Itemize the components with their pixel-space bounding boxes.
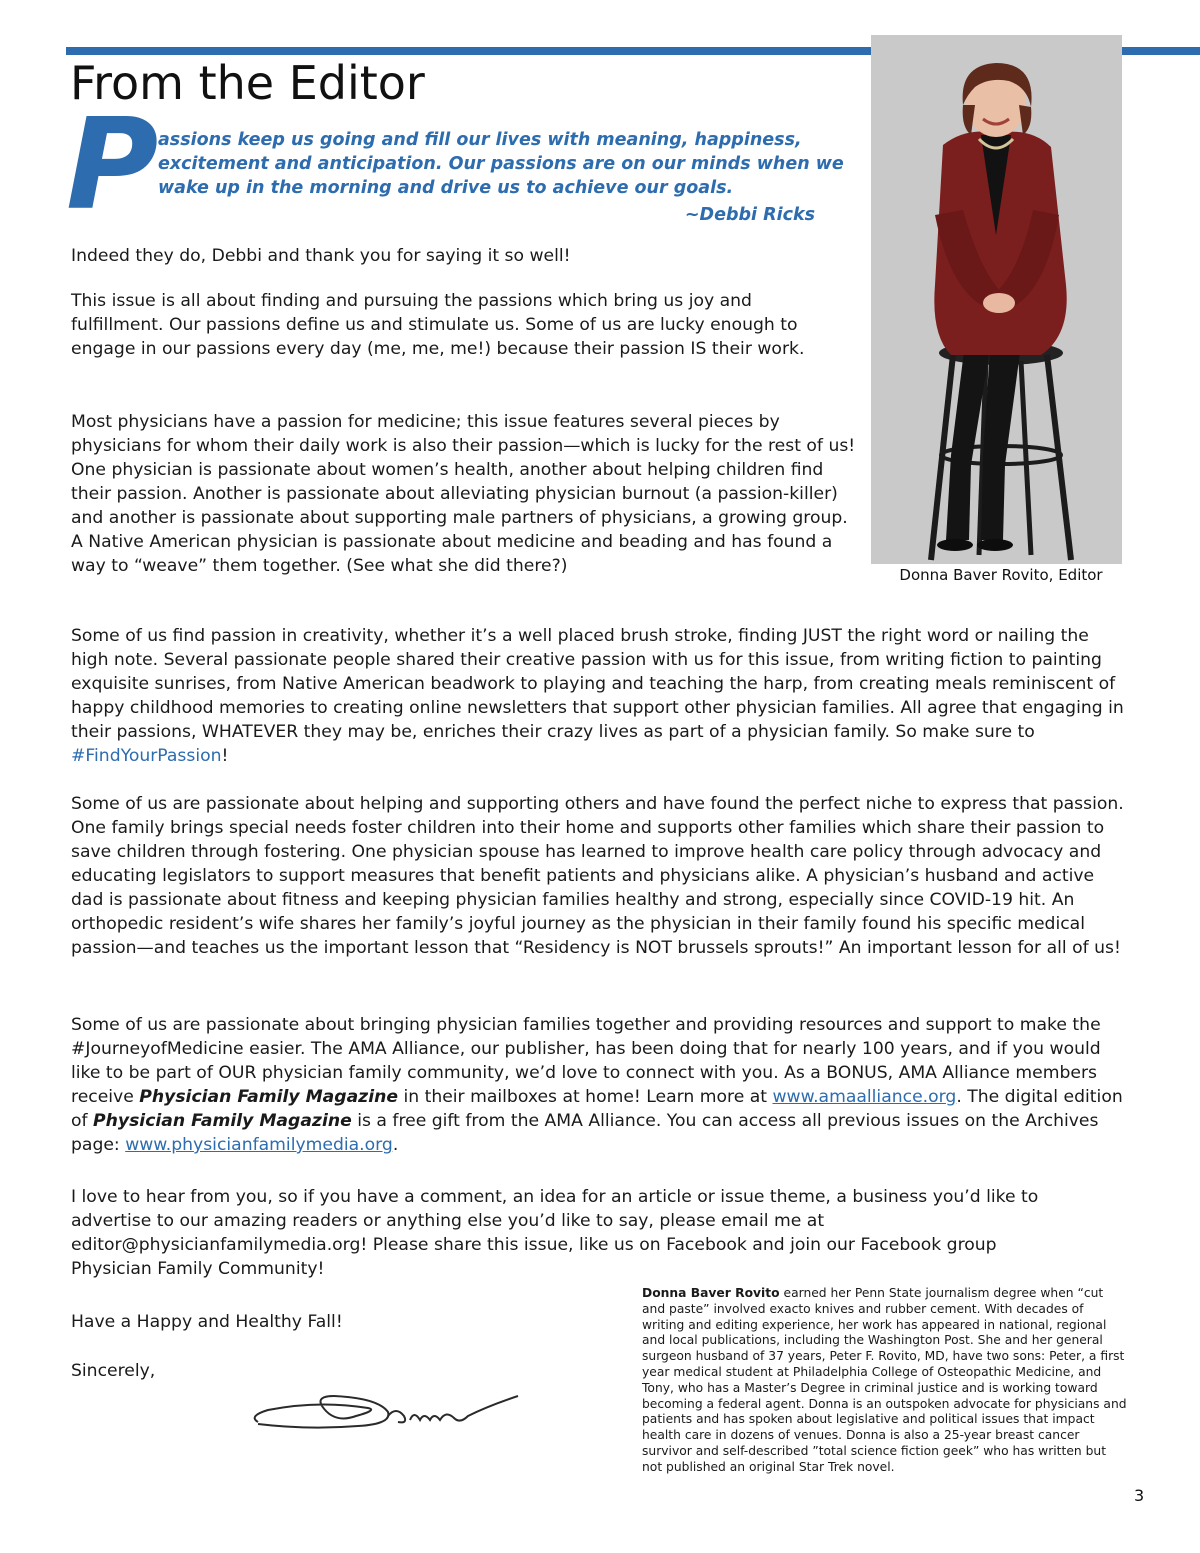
closing-line: Have a Happy and Healthy Fall! bbox=[71, 1312, 343, 1332]
body-paragraph-2: This issue is all about finding and pursuing the passions which bring us joy and fulfillment. Our passions define us and stimulate us. Some of us are lucky enough to engage in our passions every day (me, me, me!) because their passion IS their work. bbox=[71, 291, 805, 359]
paragraph-6-text-d: is a free gift from the AMA Alliance. You can access all previous issues on the Archives page: bbox=[71, 1111, 1099, 1155]
header-rule-right bbox=[1122, 47, 1200, 55]
amaalliance-link[interactable]: www.amaalliance.org bbox=[772, 1087, 957, 1107]
body-paragraph-3: Most physicians have a passion for medicine; this issue features several pieces by physicians for whom their daily work is also their passion—which is lucky for the rest of us! One physician is passionate about women’s health, another about helping children find their passion. Another is passionate about alleviating physician burnout (a passion-killer) and another is passionate about supporting male partners of physicians, a growing group. A Native American physician is passionate about medicine and beading and has found a way to “weave” them together. (See what she did there?) bbox=[71, 412, 856, 576]
author-bio bbox=[642, 1286, 1128, 1476]
magazine-title-2: Physician Family Magazine bbox=[93, 1111, 352, 1131]
paragraph-6-text-e: . bbox=[392, 1135, 399, 1155]
body-paragraph-6 bbox=[71, 1013, 1131, 1157]
body-paragraph-7: I love to hear from you, so if you have a comment, an idea for an article or issue theme, a business you’d like to advertise to our amazing readers or anything else you’d like to say, please email me at editor@physicianfamilymedia.org! Please share this issue, like us on Facebook and join our Facebook group Physician Family Community! bbox=[71, 1187, 1039, 1279]
quote-dropcap: P bbox=[66, 91, 159, 238]
editor-photo bbox=[871, 35, 1122, 564]
body-paragraph-4 bbox=[71, 624, 1131, 768]
magazine-title-1: Physician Family Magazine bbox=[139, 1087, 398, 1107]
bio-author-name: Donna Baver Rovito bbox=[642, 1286, 780, 1300]
find-your-passion-hashtag[interactable]: #FindYourPassion bbox=[71, 746, 222, 766]
sign-off: Sincerely, bbox=[71, 1361, 156, 1381]
quote-attribution: ~Debbi Ricks bbox=[684, 205, 815, 225]
bio-text: earned her Penn State journalism degree when “cut and paste” involved exacto knives and rubber cement. With decades of writing and editing experience, her work has appeared in national, regional and local publications, including the Washington Post. She and her general surgeon husband of 37 years, Peter F. Rovito, MD, have two sons: Peter, a first year medical student at Philadelphia College of Osteopathic Medicine, and Tony, who has a Master’s Degree in criminal justice and is working toward becoming a federal agent. Donna is an outspoken advocate for physicians and patients and has spoken about legislative and political issues that impact health care in dozens of venues. Donna is also a 25-year breast cancer survivor and self-described ”total science fiction geek” who has written but not published an original Star Trek novel. bbox=[642, 1286, 1127, 1474]
physicianfamilymedia-link[interactable]: www.physicianfamilymedia.org bbox=[125, 1135, 393, 1155]
pull-quote: assions keep us going and fill our lives with meaning, happiness, excitement and anticipation. Our passions are on our minds when we wake up in the morning and drive us to achieve our goals. bbox=[158, 130, 844, 198]
photo-caption: Donna Baver Rovito, Editor bbox=[899, 566, 1103, 584]
page-title: From the Editor bbox=[70, 56, 425, 110]
body-paragraph-5: Some of us are passionate about helping and supporting others and have found the perfect niche to express that passion. One family brings special needs foster children into their home and supports other families which share their passion to save children through fostering. One physician spouse has learned to improve health care policy through advocacy and educating legislators to support measures that benefit patients and physicians alike. A physician’s husband and active dad is passionate about fitness and keeping physician families healthy and strong, especially since COVID-19 hit. An orthopedic resident’s wife shares her family’s joyful journey as the physician in their family found his specific medical passion—and teaches us the important lesson that “Residency is NOT brussels sprouts!” An important lesson for all of us! bbox=[71, 794, 1124, 958]
paragraph-4-text: Some of us find passion in creativity, whether it’s a well placed brush stroke, finding JUST the right word or nailing the high note. Several passionate people shared their creative passion with us for this issue, from writing fiction to painting exquisite sunrises, from Native American beadwork to playing and teaching the harp, from creating meals reminiscent of happy childhood memories to creating online newsletters that support other physician families. All agree that engaging in their passions, WHATEVER they may be, enriches their crazy lives as part of a physician family. So make sure to bbox=[71, 626, 1124, 742]
editor-signature bbox=[238, 1376, 530, 1446]
paragraph-6-text-c: . The digital edition of bbox=[71, 1087, 1123, 1131]
body-paragraph-1: Indeed they do, Debbi and thank you for saying it so well! bbox=[71, 246, 571, 266]
paragraph-4-end: ! bbox=[221, 746, 229, 766]
page-number: 3 bbox=[1134, 1486, 1145, 1505]
paragraph-6-text-b: in their mailboxes at home! Learn more at bbox=[397, 1087, 773, 1107]
paragraph-6-text-a: Some of us are passionate about bringing physician families together and providing resources and support to make the #JourneyofMedicine easier. The AMA Alliance, our publisher, has been doing that for nearly 100 years, and if you would like to be part of OUR physician family community, we’d love to connect with you. As a BONUS, AMA Alliance members receive bbox=[71, 1015, 1101, 1107]
